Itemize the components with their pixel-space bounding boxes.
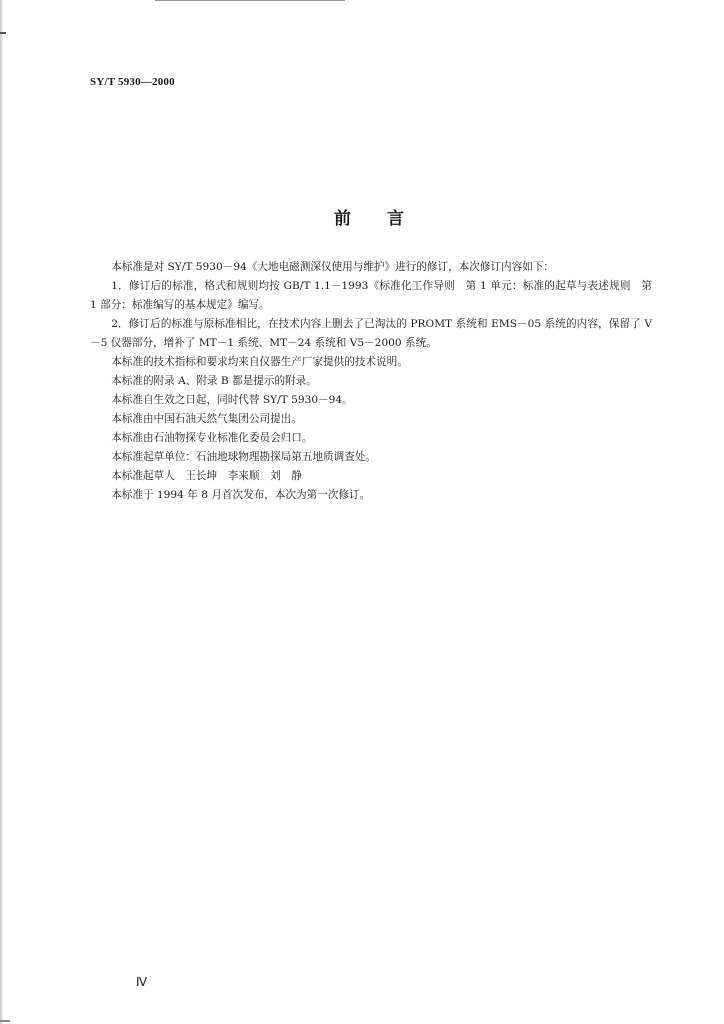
paragraph-proposer: 本标准由中国石油天然气集团公司提出。 bbox=[111, 413, 302, 425]
paragraph-drafting-unit: 本标准起草单位：石油地球物理勘探局第五地质调查处。 bbox=[111, 451, 377, 463]
standard-code-header: SY/T 5930—2000 bbox=[90, 76, 175, 88]
paragraph-appendix: 本标准的附录 A、附录 B 都是提示的附录。 bbox=[111, 375, 317, 387]
title-char-2: 言 bbox=[387, 209, 404, 229]
paragraph-committee: 本标准由石油物探专业标准化委员会归口。 bbox=[111, 432, 313, 444]
scan-mark-bottom bbox=[0, 1020, 10, 1022]
foreword-body bbox=[90, 258, 652, 505]
paragraph-technical-source: 本标准的技术指标和要求均来自仪器生产厂家提供的技术说明。 bbox=[111, 356, 408, 368]
paragraph-item-1: 1．修订后的标准，格式和规则均按 GB/T 1.1－1993《标准化工作导则 第 1 单元：标准的起草与表述规则 第 1 部分：标准编写的基本规定》编写。 bbox=[90, 280, 652, 311]
scan-line-top bbox=[155, 0, 345, 1]
paragraph-intro: 本标准是对 SY/T 5930－94《大地电磁测深仪使用与维护》进行的修订，本次修订内容如下： bbox=[111, 261, 555, 273]
paragraph-replacement: 本标准自生效之日起，同时代替 SY/T 5930－94。 bbox=[111, 394, 353, 406]
page-number: Ⅳ bbox=[136, 975, 148, 989]
scan-edge bbox=[0, 0, 3, 1024]
paragraph-history: 本标准于 1994 年 8 月首次发布，本次为第一次修订。 bbox=[111, 489, 371, 501]
page-title bbox=[334, 204, 404, 229]
paragraph-item-2: 2．修订后的标准与原标准相比，在技术内容上删去了已淘汰的 PROMT 系统和 EMS－05 系统的内容，保留了 V－5 仪器部分，增补了 MT－1 系统、MT－24 系统和 V5－2000 系统。 bbox=[90, 318, 652, 349]
scan-mark-top bbox=[0, 32, 6, 34]
title-char-1: 前 bbox=[334, 209, 351, 229]
paragraph-drafters: 本标准起草人 王长坤 李来顺 刘 静 bbox=[111, 470, 302, 482]
